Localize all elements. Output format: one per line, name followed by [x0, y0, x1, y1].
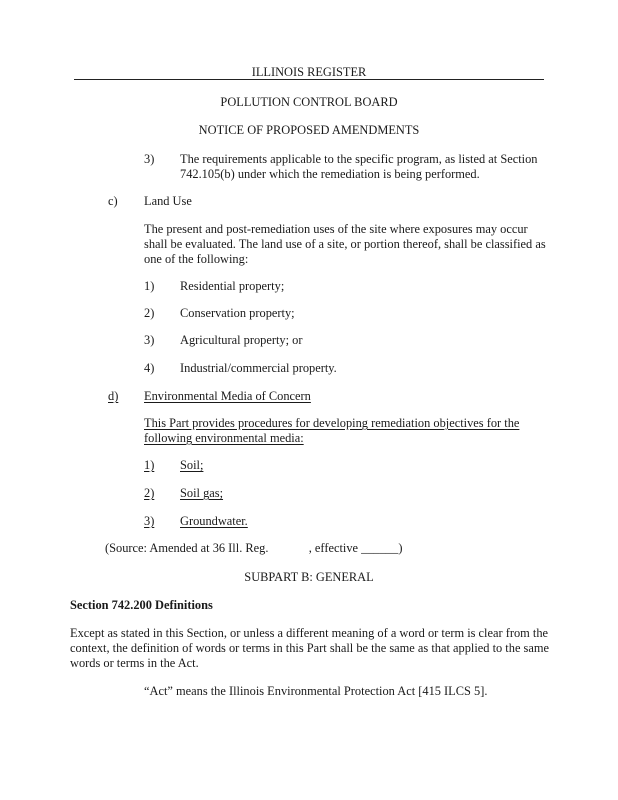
section-d-para-line2: following environmental media:: [144, 431, 304, 445]
source-text-c: ): [398, 541, 403, 555]
media-item: Groundwater.: [180, 514, 248, 528]
section-d-letter: d): [108, 389, 119, 403]
media-number: 3): [144, 514, 155, 528]
section-c-para-line2: shall be evaluated. The land use of a site, or portion thereof, shall be classified as: [144, 237, 546, 251]
section-c-para-line3: one of the following:: [144, 252, 249, 266]
source-text-a: (Source: Amended at 36 Ill. Reg.: [105, 541, 272, 555]
section-c-para-line1: The present and post-remediation uses of the site where exposures may occur: [144, 222, 528, 236]
notice-title: NOTICE OF PROPOSED AMENDMENTS: [198, 123, 420, 137]
media-item: Soil gas;: [180, 486, 224, 500]
land-use-number: 3): [144, 333, 155, 347]
section-c-letter: c): [108, 194, 118, 208]
register-title: ILLINOIS REGISTER: [251, 65, 367, 79]
item-3-line1: The requirements applicable to the specific program, as listed at Section: [180, 152, 538, 166]
media-number: 2): [144, 486, 155, 500]
section-d-title: Environmental Media of Concern: [144, 389, 311, 403]
source-blank-reg: ______: [271, 541, 309, 555]
definitions-para-line3: words or terms in the Act.: [70, 656, 199, 670]
act-definition: “Act” means the Illinois Environmental Protection Act [415 ILCS 5].: [144, 684, 488, 698]
land-use-number: 2): [144, 306, 155, 320]
source-text-b: , effective: [308, 541, 362, 555]
land-use-number: 4): [144, 361, 155, 375]
section-heading: Section 742.200 Definitions: [70, 598, 213, 612]
land-use-number: 1): [144, 279, 155, 293]
media-item: Soil;: [180, 458, 204, 472]
board-title: POLLUTION CONTROL BOARD: [220, 95, 398, 109]
source-note: [105, 540, 402, 557]
section-c-title: Land Use: [144, 194, 192, 208]
source-blank-date: ______: [361, 541, 399, 555]
media-number: 1): [144, 458, 155, 472]
item-3-line2: 742.105(b) under which the remediation is being performed.: [180, 167, 480, 181]
subpart-heading: SUBPART B: GENERAL: [244, 570, 374, 584]
item-3-number: 3): [144, 152, 155, 166]
land-use-item: Residential property;: [180, 279, 285, 293]
land-use-item: Industrial/commercial property.: [180, 361, 337, 375]
section-d-para-line1: This Part provides procedures for developing remediation objectives for the: [144, 416, 520, 430]
header-rule: [74, 79, 544, 80]
definitions-para-line1: Except as stated in this Section, or unless a different meaning of a word or term is clear from the: [70, 626, 549, 640]
land-use-item: Agricultural property; or: [180, 333, 303, 347]
definitions-para-line2: context, the definition of words or terms in this Part shall be the same as that applied to the same: [70, 641, 549, 655]
land-use-item: Conservation property;: [180, 306, 295, 320]
